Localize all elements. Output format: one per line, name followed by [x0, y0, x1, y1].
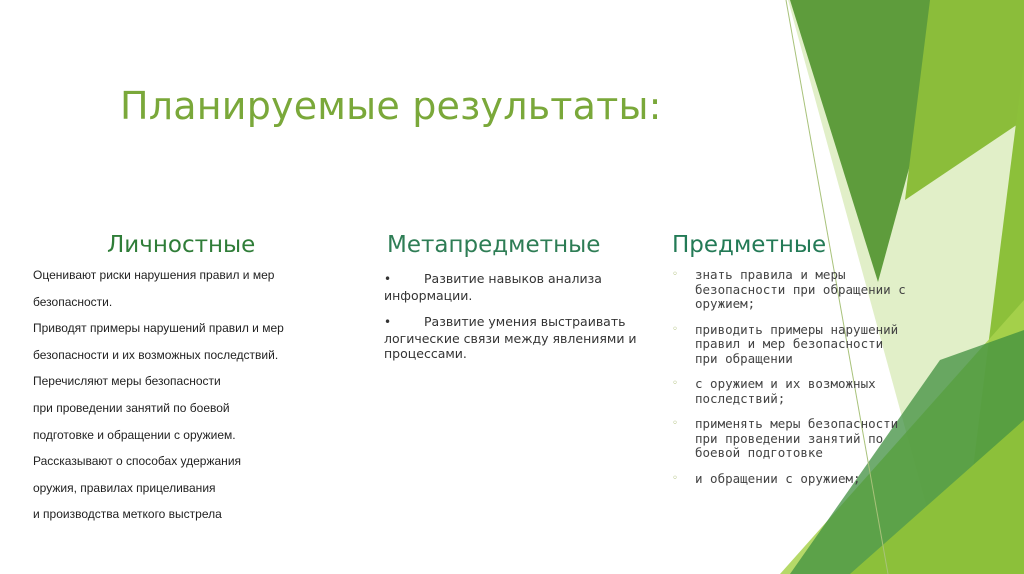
- list-item: [384, 271, 644, 303]
- list-item-text: Развитие навыков анализа информации.: [384, 271, 602, 303]
- list-item-text: приводить примеры нарушений правил и мер безопасности при обращении: [695, 321, 899, 366]
- list-item: [672, 472, 912, 487]
- list-item-text: Развитие умения выстраивать логические связи между явлениями и процессами.: [384, 314, 637, 361]
- bullet-icon: •: [384, 272, 392, 286]
- heading-subject: Предметные: [672, 232, 827, 258]
- bullet-icon: ◦: [672, 378, 679, 389]
- bullet-icon: •: [384, 315, 392, 329]
- list-item: [672, 377, 912, 406]
- text-line: безопасности и их возможных последствий.: [33, 347, 279, 362]
- personal-results-text: [33, 268, 333, 534]
- text-line: и производства меткого выстрела: [33, 507, 222, 522]
- list-item-text: и обращении с оружием;: [695, 470, 861, 486]
- heading-personal: Личностные: [107, 232, 256, 258]
- text-line: безопасности.: [33, 294, 113, 309]
- list-item: [384, 314, 644, 362]
- text-line: Перечисляют меры безопасности: [33, 374, 221, 389]
- metasubject-results-list: [384, 271, 644, 373]
- list-item: [672, 323, 912, 367]
- bullet-icon: ◦: [672, 418, 679, 429]
- list-item-text: знать правила и меры безопасности при обращении с оружием;: [695, 267, 906, 311]
- list-item: [672, 268, 912, 312]
- subject-results-list: [672, 268, 912, 497]
- bullet-icon: ◦: [672, 323, 679, 335]
- text-line: Рассказывают о способах удержания: [33, 454, 242, 469]
- text-line: Приводят примеры нарушений правил и мер: [33, 321, 284, 336]
- list-item-text: с оружием и их возможных последствий;: [695, 376, 876, 406]
- bullet-icon: ◦: [672, 269, 679, 280]
- text-line: Оценивают риски нарушения правил и мер: [33, 268, 275, 282]
- slide-title: Планируемые результаты:: [120, 84, 662, 128]
- heading-metasubject: Метапредметные: [387, 232, 601, 258]
- list-item: [672, 417, 912, 461]
- bullet-icon: ◦: [672, 472, 679, 484]
- text-line: при проведении занятий по боевой: [33, 400, 230, 415]
- list-item-text: применять меры безопасности при проведении занятий по боевой подготовке: [695, 416, 899, 460]
- text-line: оружия, правилах прицеливания: [33, 480, 216, 495]
- text-line: подготовке и обращении с оружием.: [33, 427, 236, 442]
